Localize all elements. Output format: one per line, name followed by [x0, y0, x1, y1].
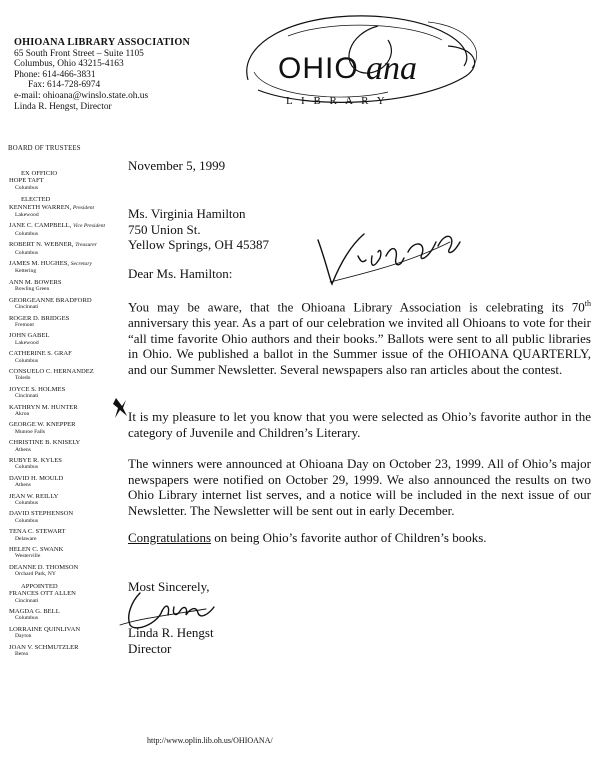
- trustee-name-text: JANE C. CAMPBELL,: [9, 222, 72, 230]
- trustee-name: [9, 546, 121, 553]
- paragraph-1-text-b: anniversary this year. As a part of our celebration we invited all Ohioans to vote for their “all time favorite Ohio authors and their books.” Ballots were sent to all public libraries in Ohio. We published a ballot in the Summer issue of the OHIOANA QUARTERLY, and our Summer Newsletter. Several newspapers also ran articles about the contest.: [128, 314, 591, 377]
- trustee-name-text: DAVID H. MOULD: [9, 474, 64, 482]
- trustee-name-text: JAMES M. HUGHES,: [9, 260, 70, 268]
- trustee-role: Vice President: [72, 223, 106, 230]
- trustee-item: [9, 332, 121, 347]
- trustee-name-text: ROBERT N. WEBNER,: [9, 241, 74, 249]
- trustee-name: [9, 177, 121, 184]
- trustee-name: [9, 564, 121, 571]
- trustee-role: President: [72, 204, 95, 211]
- trustee-city: Westerville: [15, 553, 41, 560]
- signer-name: Linda R. Hengst: [128, 625, 214, 640]
- trustee-item: [9, 528, 121, 543]
- recipient-address: [128, 206, 269, 253]
- ohioana-logo: [228, 6, 488, 118]
- trustee-city: Lakewood: [15, 339, 39, 346]
- trustee-group: [9, 583, 121, 659]
- trustee-name: [9, 421, 121, 428]
- logo-library: L I B R A R Y: [286, 95, 388, 107]
- trustee-item: [9, 350, 121, 365]
- trustee-name: [9, 350, 121, 357]
- trustee-name-text: CONSUELO C. HERNANDEZ: [9, 367, 94, 375]
- paragraph-2: It is my pleasure to let you know that you were selected as Ohio’s favorite author in the category of Juvenile and Children’s Literary.: [128, 409, 591, 440]
- recipient-city: Yellow Springs, OH 45387: [128, 237, 269, 252]
- trustee-city: Columbus: [15, 464, 39, 471]
- trustee-item: [9, 546, 121, 561]
- trustee-name: [9, 510, 121, 517]
- trustee-name-text: HELEN C. SWANK: [9, 546, 64, 554]
- org-street: 65 South Front Street – Suite 1105: [14, 48, 144, 59]
- trustee-item: [9, 421, 121, 436]
- trustee-name-text: MAGDA G. BELL: [9, 607, 60, 615]
- org-name: OHIOANA LIBRARY ASSOCIATION: [14, 37, 190, 48]
- trustee-name-text: GEORGEANNE BRADFORD: [9, 296, 92, 304]
- trustee-group: [9, 170, 121, 192]
- trustee-item: [9, 590, 121, 605]
- trustee-item: [9, 260, 121, 276]
- trustee-name-text: CHRISTINE B. KNISELY: [9, 439, 81, 447]
- letter-date: November 5, 1999: [128, 158, 226, 173]
- trustee-name: [9, 457, 121, 464]
- trustee-name-text: JEAN W. REILLY: [9, 492, 59, 500]
- trustee-city: Akron: [15, 410, 30, 417]
- org-director: Linda R. Hengst, Director: [14, 101, 112, 112]
- trustee-name: [9, 279, 121, 286]
- trustee-name-text: JOHN GABEL: [9, 332, 50, 340]
- trustee-city: Columbus: [15, 615, 39, 622]
- trustee-name: [9, 241, 121, 249]
- recipient-street: 750 Union St.: [128, 221, 201, 237]
- trustee-city: Bowling Green: [15, 286, 50, 293]
- org-city: Columbus, Ohio 43215-4163: [14, 59, 124, 70]
- trustee-item: [9, 608, 121, 623]
- trustee-name: [9, 626, 121, 633]
- trustee-name: [9, 332, 121, 339]
- trustee-name-text: DEANNE D. THOMSON: [9, 563, 79, 571]
- trustee-item: [9, 510, 121, 525]
- trustee-city: Dayton: [15, 633, 32, 640]
- trustee-item: [9, 204, 121, 220]
- trustee-city: Columbus: [15, 249, 39, 256]
- trustee-city: Columbus: [15, 230, 39, 237]
- trustee-name-text: ANN M. BOWERS: [9, 278, 62, 286]
- trustee-name: [9, 204, 121, 212]
- trustee-city: Munroe Falls: [15, 428, 45, 435]
- org-fax: Fax: 614-728-6974: [28, 80, 101, 91]
- salutation: Dear Ms. Hamilton:: [128, 266, 233, 281]
- trustee-city: Berea: [15, 650, 29, 657]
- trustee-name-text: FRANCES OTT ALLEN: [9, 590, 76, 598]
- signer-title: Director: [128, 640, 172, 656]
- trustee-name-text: HOPE TAFT: [9, 177, 44, 185]
- trustee-city: Toledo: [15, 375, 31, 382]
- trustee-group-heading: ELECTED: [21, 196, 51, 204]
- signer-block: [128, 625, 214, 656]
- trustee-item: [9, 386, 121, 401]
- trustee-name: [9, 368, 121, 375]
- trustee-city: Columbus: [15, 500, 39, 507]
- trustee-city: Kettering: [15, 268, 37, 275]
- trustee-item: [9, 279, 121, 294]
- trustee-city: Lakewood: [15, 212, 39, 219]
- trustee-city: Fremont: [15, 321, 34, 328]
- trustee-city: Cincinnati: [15, 393, 39, 400]
- trustee-item: [9, 475, 121, 490]
- recipient-name: Ms. Virginia Hamilton: [128, 206, 246, 221]
- trustee-name: [9, 590, 121, 597]
- paragraph-3: The winners were announced at Ohioana Day on October 23, 1999. All of Ohio’s major newspapers were notified on October 29, 1999. We also announced the results on two Ohio Library internet list serves, and a notice will be included in the next issue of our Newsletter. The Newsletter will be sent out in early December.: [128, 456, 591, 518]
- trustee-name: [9, 404, 121, 411]
- trustee-item: [9, 241, 121, 257]
- trustee-city: Columbus: [15, 517, 39, 524]
- trustee-city: Cincinnati: [15, 304, 39, 311]
- trustee-name: [9, 439, 121, 446]
- footer-url: http://www.oplin.lib.oh.us/OHIOANA/: [147, 736, 273, 745]
- trustee-name-text: RUBYE R. KYLES: [9, 457, 62, 464]
- paragraph-1: [128, 296, 591, 377]
- trustee-city: Delaware: [15, 535, 37, 542]
- trustee-item: [9, 564, 121, 579]
- trustee-item: [9, 457, 121, 472]
- trustee-name: [9, 222, 121, 230]
- trustee-name: [9, 528, 121, 535]
- trustee-city: Athens: [15, 482, 31, 489]
- trustee-item: [9, 315, 121, 330]
- trustee-name: [9, 315, 121, 322]
- congratulations-word: Congratulations: [128, 530, 212, 545]
- trustee-role: Treasurer: [75, 242, 97, 249]
- trustee-name-text: GEORGE W. KNEPPER: [9, 421, 76, 429]
- trustee-name-text: TENA C. STEWART: [9, 528, 66, 536]
- trustee-item: [9, 222, 121, 238]
- trustee-name: [9, 386, 121, 393]
- trustee-name: [9, 644, 121, 651]
- trustee-group-heading: EX OFFICIO: [21, 170, 58, 177]
- trustee-name-text: LORRAINE QUINLIVAN: [9, 625, 81, 633]
- closing: Most Sincerely,: [128, 579, 210, 594]
- trustee-name: [9, 475, 121, 482]
- trustee-group: [9, 196, 121, 578]
- trustee-name: [9, 608, 121, 615]
- trustee-role: Secretary: [70, 261, 92, 268]
- trustee-name-text: KENNETH WARREN,: [9, 203, 72, 211]
- trustee-city: Columbus: [15, 184, 39, 191]
- trustee-item: [9, 644, 121, 659]
- trustee-name-text: JOAN V. SCHMUTZLER: [9, 643, 79, 651]
- org-phone: Phone: 614-466-3831: [14, 69, 96, 80]
- trustee-name-text: KATHRYN M. HUNTER: [9, 403, 78, 411]
- trustee-name-text: DAVID STEPHENSON: [9, 510, 74, 518]
- trustee-name: [9, 493, 121, 500]
- trustee-name: [9, 260, 121, 268]
- ordinal-suffix: th: [584, 299, 591, 308]
- trustee-name-text: CATHERINE S. GRAF: [9, 350, 72, 358]
- logo-ana: ana: [366, 50, 417, 87]
- trustee-city: Cincinnati: [15, 597, 39, 604]
- trustee-item: [9, 368, 121, 383]
- trustee-item: [9, 404, 121, 419]
- org-email: e-mail: ohioana@winslo.state.oh.us: [14, 90, 149, 101]
- trustee-name-text: ROGER D. BRIDGES: [9, 314, 70, 322]
- trustee-item: [9, 626, 121, 641]
- trustee-group-heading: APPOINTED: [21, 582, 58, 590]
- trustee-name: [9, 297, 121, 304]
- logo-ohio: OHIO: [278, 52, 359, 85]
- paragraph-1-text-a: You may be aware, that the Ohioana Library Association is celebrating its 70: [128, 299, 585, 315]
- trustee-item: [9, 439, 121, 454]
- trustee-city: Athens: [15, 446, 31, 453]
- paragraph-4: [128, 530, 591, 546]
- trustee-city: Columbus: [15, 357, 39, 364]
- virginia-signature-icon: [300, 212, 470, 292]
- paragraph-4-text: on being Ohio’s favorite author of Children’s books.: [211, 530, 487, 545]
- trustee-item: [9, 297, 121, 312]
- trustees-list: [9, 170, 121, 662]
- asterisk-mark-icon: [112, 396, 128, 420]
- letterhead: [14, 38, 190, 112]
- board-title: BOARD OF TRUSTEES: [8, 145, 81, 152]
- trustee-city: Orchard Park, NY: [15, 571, 56, 578]
- trustee-name-text: JOYCE S. HOLMES: [9, 385, 66, 393]
- trustee-item: [9, 493, 121, 508]
- trustee-item: [9, 177, 121, 192]
